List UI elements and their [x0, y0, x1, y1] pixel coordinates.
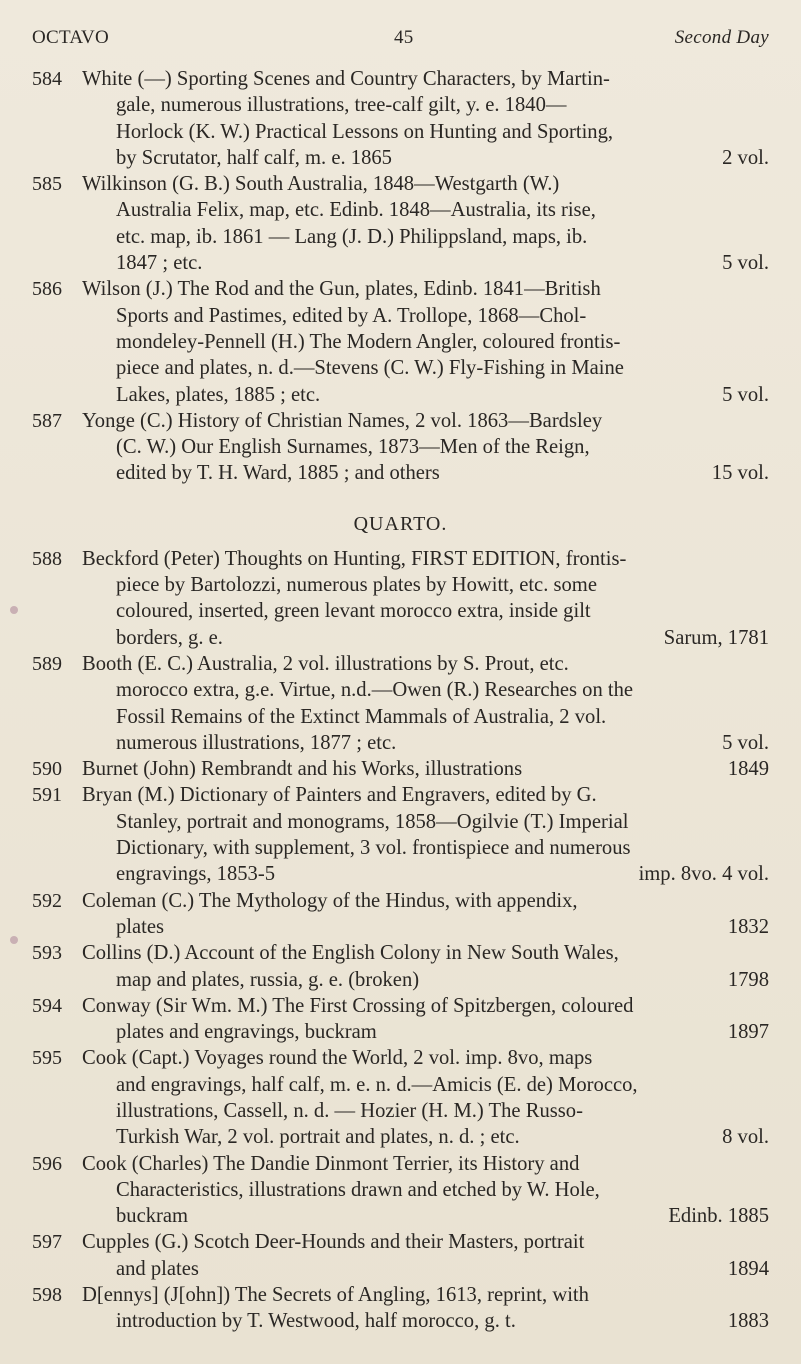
description-line: Beckford (Peter) Thoughts on Hunting, FIRST EDITION, frontis-	[82, 547, 627, 570]
description-line: etc. map, ib. 1861 — Lang (J. D.) Philippsland, maps, ib.	[116, 225, 588, 248]
description-line: Wilkinson (G. B.) South Australia, 1848—Westgarth (W.)	[82, 173, 560, 196]
description-line: D[ennys] (J[ohn]) The Secrets of Angling, 1613, reprint, with	[82, 1284, 589, 1307]
lot-quantity: 2 vol.	[722, 146, 769, 169]
description-line: Australia Felix, map, etc. Edinb. 1848—Australia, its rise,	[116, 199, 596, 222]
lot-quantity: 5 vol.	[722, 731, 769, 754]
lot-number: 598	[32, 1284, 62, 1307]
description-line: Conway (Sir Wm. M.) The First Crossing of Spitzbergen, coloured	[82, 994, 634, 1017]
lot-number: 590	[32, 758, 62, 781]
lot-entry	[0, 782, 801, 887]
description-line: Characteristics, illustrations drawn and etched by W. Hole,	[116, 1178, 600, 1201]
lot-quantity: 1849	[727, 758, 769, 781]
description-line: Stanley, portrait and monograms, 1858—Ogilvie (T.) Imperial	[116, 810, 629, 833]
description-line: and engravings, half calf, m. e. n. d.—Amicis (E. de) Morocco,	[116, 1073, 638, 1096]
lot-quantity: 1798	[727, 968, 769, 991]
lot-entry	[0, 940, 801, 993]
lot-quantity: 1894	[727, 1257, 769, 1280]
lot-quantity: 5 vol.	[722, 383, 769, 406]
lot-entry	[0, 993, 801, 1046]
description-line: borders, g. e. Sarum, 1781	[82, 625, 769, 651]
lot-description	[82, 276, 769, 407]
lot-quantity: 15 vol.	[711, 462, 769, 485]
description-line: Booth (E. C.) Australia, 2 vol. illustrations by S. Prout, etc.	[82, 652, 569, 675]
lot-description	[82, 651, 769, 756]
lot-quantity: 8 vol.	[722, 1126, 769, 1149]
lot-description	[82, 1151, 769, 1230]
lot-quantity: 1883	[727, 1310, 769, 1333]
description-line: Wilson (J.) The Rod and the Gun, plates, Edinb. 1841—British	[82, 278, 601, 301]
description-line: gale, numerous illustrations, tree-calf gilt, y. e. 1840—	[116, 94, 567, 117]
lot-description	[82, 1045, 769, 1150]
description-line: Lakes, plates, 1885 ; etc. 5 vol.	[82, 382, 769, 408]
lot-number: 585	[32, 173, 62, 196]
lot-entry	[0, 276, 801, 407]
description-line: engravings, 1853-5 imp. 8vo. 4 vol.	[82, 861, 769, 887]
description-line: morocco extra, g.e. Virtue, n.d.—Owen (R.) Researches on the	[116, 679, 634, 702]
lot-quantity: imp. 8vo. 4 vol.	[638, 863, 769, 886]
lot-number: 596	[32, 1152, 62, 1175]
lot-quantity: 1832	[727, 915, 769, 938]
description-line: edited by T. H. Ward, 1885 ; and others 15 vol.	[82, 460, 769, 486]
description-line: buckram Edinb. 1885	[82, 1203, 769, 1229]
description-line: Cupples (G.) Scotch Deer-Hounds and their Masters, portrait	[82, 1231, 585, 1254]
description-line: Horlock (K. W.) Practical Lessons on Hunting and Sporting,	[116, 120, 614, 143]
description-line: Coleman (C.) The Mythology of the Hindus, with appendix,	[82, 889, 578, 912]
description-line: coloured, inserted, green levant morocco extra, inside gilt	[116, 600, 591, 623]
page-header	[32, 27, 769, 57]
description-line: piece by Bartolozzi, numerous plates by Howitt, etc. some	[116, 574, 597, 597]
description-line: (C. W.) Our English Surnames, 1873—Men of the Reign,	[116, 436, 590, 459]
lot-entry	[0, 888, 801, 941]
description-line: illustrations, Cassell, n. d. — Hozier (H. M.) The Russo-	[116, 1099, 583, 1122]
lot-quantity: 1897	[727, 1021, 769, 1044]
lot-number: 597	[32, 1231, 62, 1254]
lot-entry	[0, 171, 801, 276]
lot-entry	[0, 66, 801, 171]
lot-entry	[0, 651, 801, 756]
description-line: and plates 1894	[82, 1256, 769, 1282]
lot-description	[82, 66, 769, 171]
lot-entry	[0, 1045, 801, 1150]
lot-entry	[0, 1151, 801, 1230]
description-line: piece and plates, n. d.—Stevens (C. W.) Fly-Fishing in Maine	[116, 357, 624, 380]
section-heading-quarto: QUARTO.	[353, 512, 448, 535]
lot-number: 589	[32, 652, 62, 675]
lot-quantity: 5 vol.	[722, 252, 769, 275]
description-line: Turkish War, 2 vol. portrait and plates, n. d. ; etc. 8 vol.	[82, 1124, 769, 1150]
description-line: White (—) Sporting Scenes and Country Characters, by Martin-	[82, 68, 610, 90]
lot-list	[0, 66, 801, 1335]
lot-description	[82, 940, 769, 993]
lot-number: 591	[32, 784, 62, 807]
lot-number: 587	[32, 409, 62, 432]
description-line: plates and engravings, buckram 1897	[82, 1019, 769, 1045]
page-number: 45	[394, 27, 414, 48]
lot-description	[82, 1229, 769, 1282]
description-line: Burnet (John) Rembrandt and his Works, illustrations 1849	[82, 756, 769, 782]
description-line: Yonge (C.) History of Christian Names, 2 vol. 1863—Bardsley	[82, 409, 603, 432]
lot-description	[82, 993, 769, 1046]
lot-entry	[0, 546, 801, 651]
description-line: plates 1832	[82, 914, 769, 940]
lot-description	[82, 546, 769, 651]
description-line: Collins (D.) Account of the English Colony in New South Wales,	[82, 942, 619, 965]
lot-number: 588	[32, 547, 62, 570]
lot-entry	[0, 408, 801, 487]
format-heading: OCTAVO	[32, 27, 109, 48]
lot-description	[82, 1282, 769, 1335]
lot-quantity: Edinb. 1885	[668, 1205, 769, 1228]
lot-description	[82, 888, 769, 941]
day-heading: Second Day	[674, 27, 769, 48]
description-line: numerous illustrations, 1877 ; etc. 5 vol.	[82, 730, 769, 756]
lot-number: 594	[32, 994, 62, 1017]
description-line: Dictionary, with supplement, 3 vol. frontispiece and numerous	[116, 837, 631, 860]
description-line: Cook (Charles) The Dandie Dinmont Terrier, its History and	[82, 1152, 580, 1175]
lot-quantity: Sarum, 1781	[663, 626, 769, 649]
lot-number: 586	[32, 278, 62, 301]
lot-number: 593	[32, 942, 62, 965]
description-line: Bryan (M.) Dictionary of Painters and Engravers, edited by G.	[82, 784, 597, 807]
lot-entry	[0, 1229, 801, 1282]
description-line: Sports and Pastimes, edited by A. Trollope, 1868—Chol-	[116, 304, 587, 327]
lot-description	[82, 408, 769, 487]
lot-description	[82, 756, 769, 782]
lot-description	[82, 782, 769, 887]
lot-number: 584	[32, 68, 62, 90]
description-line: map and plates, russia, g. e. (broken) 1798	[82, 967, 769, 993]
lot-number: 592	[32, 889, 62, 912]
description-line: Cook (Capt.) Voyages round the World, 2 vol. imp. 8vo, maps	[82, 1047, 593, 1070]
description-line: Fossil Remains of the Extinct Mammals of Australia, 2 vol.	[116, 705, 607, 728]
description-line: by Scrutator, half calf, m. e. 1865 2 vol.	[82, 145, 769, 171]
lot-number: 595	[32, 1047, 62, 1070]
lot-description	[82, 171, 769, 276]
description-line: 1847 ; etc. 5 vol.	[82, 250, 769, 276]
description-line: introduction by T. Westwood, half morocco, g. t. 1883	[82, 1308, 769, 1334]
lot-entry	[0, 756, 801, 782]
description-line: mondeley-Pennell (H.) The Modern Angler, coloured frontis-	[116, 330, 621, 353]
lot-entry	[0, 1282, 801, 1335]
